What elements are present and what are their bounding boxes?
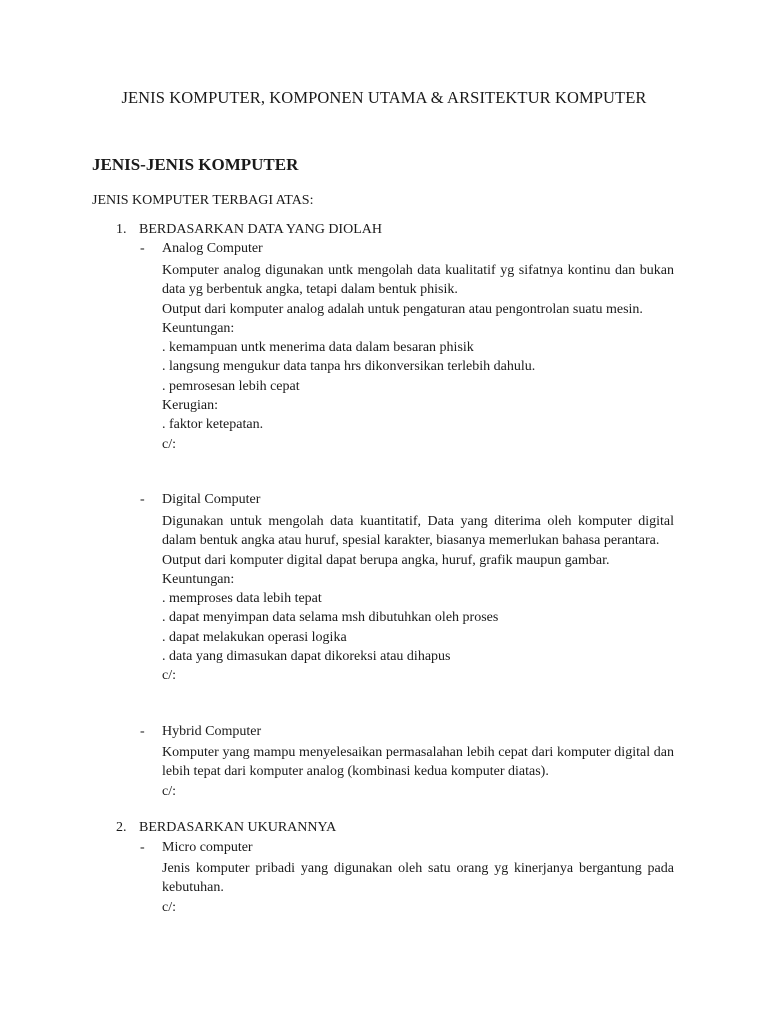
list-item: . dapat melakukan operasi logika xyxy=(162,629,347,645)
paragraph: Output dari komputer digital dapat berupa angka, huruf, grafik maupun gambar. xyxy=(162,552,610,568)
digital-description xyxy=(162,512,674,686)
list-item: . dapat menyimpan data selama msh dibutuhkan oleh proses xyxy=(162,610,499,626)
paragraph: c/: xyxy=(162,668,176,684)
document-title: JENIS KOMPUTER, KOMPONEN UTAMA & ARSITEKTUR KOMPUTER xyxy=(121,88,647,107)
paragraph: Keuntungan: xyxy=(162,571,235,587)
list-item: . kemampuan untk menerima data dalam besaran phisik xyxy=(162,340,474,356)
item-label: BERDASARKAN UKURANNYA xyxy=(139,820,337,835)
section-heading: JENIS-JENIS KOMPUTER xyxy=(92,155,299,174)
list-item: . memproses data lebih tepat xyxy=(162,591,322,607)
paragraph: Digunakan untuk mengolah data kuantitatif, Data yang diterima oleh komputer digital dalam bentuk angka atau huruf, spesial karakter, biasanya memerlukan bahasa perantara. xyxy=(162,514,674,549)
item-number: 1. xyxy=(116,222,127,237)
item-label: BERDASARKAN DATA YANG DIOLAH xyxy=(139,222,382,237)
sub-title-analog: Analog Computer xyxy=(162,241,263,256)
sub-title-digital: Digital Computer xyxy=(162,492,261,507)
sub-title-hybrid: Hybrid Computer xyxy=(162,724,262,739)
paragraph: c/: xyxy=(162,783,176,799)
paragraph: Kerugian: xyxy=(162,398,218,414)
paragraph: Keuntungan: xyxy=(162,320,235,336)
paragraph: Jenis komputer pribadi yang digunakan oleh satu orang yg kinerjanya bergantung pada kebutuhan. xyxy=(162,861,674,896)
paragraph: Komputer yang mampu menyelesaikan permasalahan lebih cepat dari komputer digital dan lebih tepat dari komputer analog (kombinasi kedua komputer diatas). xyxy=(162,745,674,780)
list-item: . data yang dimasukan dapat dikoreksi atau dihapus xyxy=(162,649,451,665)
analog-description xyxy=(162,261,674,454)
sub-title-micro: Micro computer xyxy=(162,840,253,855)
dash-bullet: - xyxy=(140,241,145,256)
dash-bullet: - xyxy=(140,840,145,855)
hybrid-description xyxy=(162,743,674,801)
paragraph: Komputer analog digunakan untk mengolah data kualitatif yg sifatnya kontinu dan bukan data yg berbentuk angka, tetapi dalam bentuk phisik. xyxy=(162,263,674,298)
micro-description xyxy=(162,859,674,917)
dash-bullet: - xyxy=(140,492,145,507)
paragraph: Output dari komputer analog adalah untuk pengaturan atau pengontrolan suatu mesin. xyxy=(162,301,643,317)
intro-text: JENIS KOMPUTER TERBAGI ATAS: xyxy=(92,193,314,208)
list-item: . langsung mengukur data tanpa hrs dikonversikan terlebih dahulu. xyxy=(162,359,536,375)
paragraph: c/: xyxy=(162,436,176,452)
list-item: . pemrosesan lebih cepat xyxy=(162,378,300,394)
paragraph: c/: xyxy=(162,899,176,915)
item-number: 2. xyxy=(116,820,127,835)
dash-bullet: - xyxy=(140,724,145,739)
list-item: . faktor ketepatan. xyxy=(162,417,264,433)
